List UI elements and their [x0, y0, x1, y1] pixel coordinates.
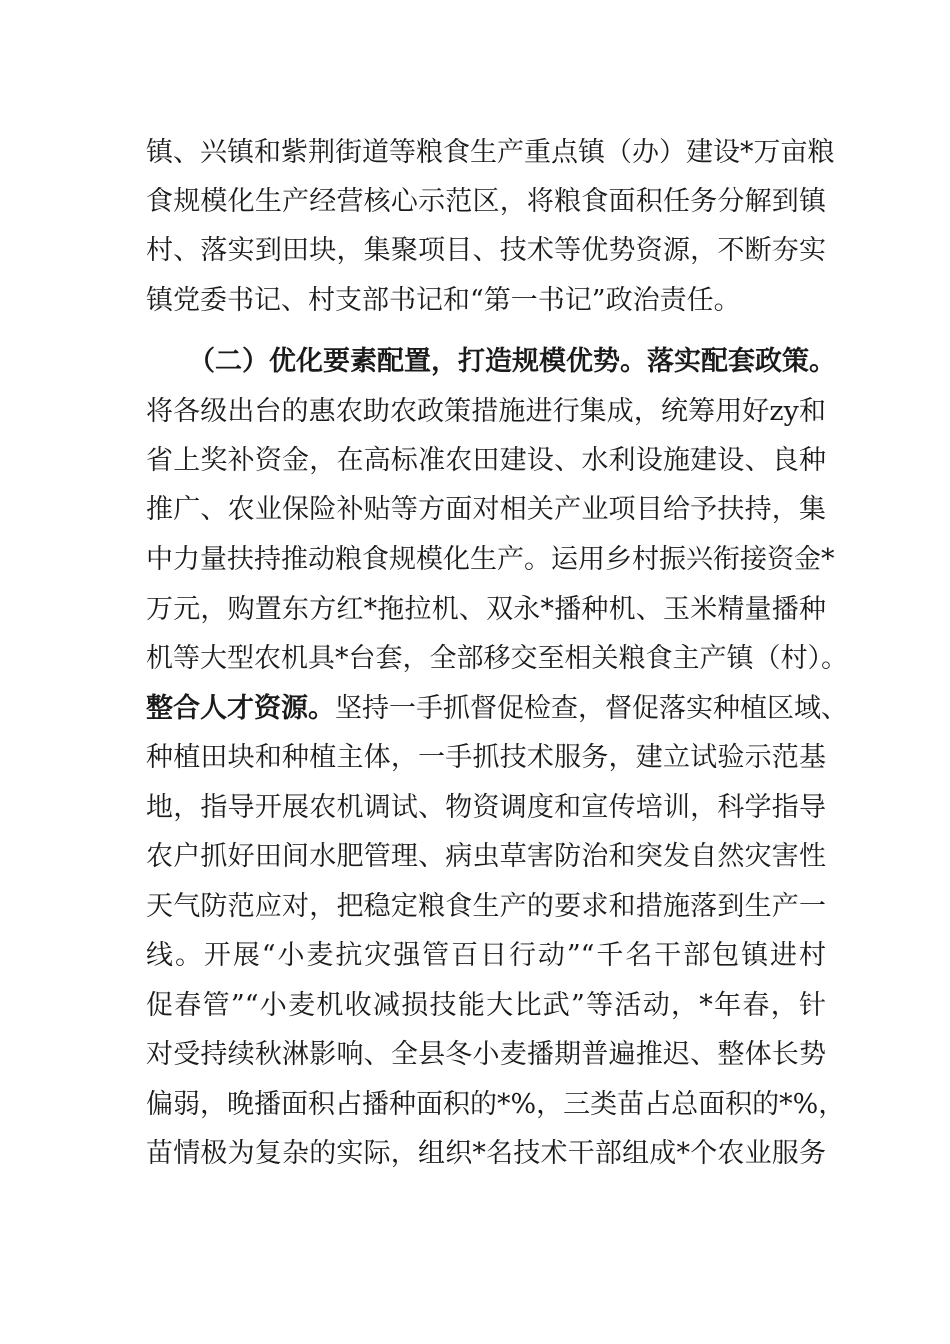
- text-line: 镇、兴镇和紫荆街道等粮食生产重点镇（办）建设*万亩粮: [146, 137, 835, 168]
- text-run: 坚持一手抓督促检查，督促落实种植区域、: [335, 693, 848, 724]
- text-line: 机等大型农机具*台套，全部移交至相关粮食主产镇（村）。: [146, 643, 848, 674]
- text-line: 线。开展“小麦抗灾强管百日行动”“千名干部包镇进村: [146, 940, 826, 971]
- text-line: 偏弱，晚播面积占播种面积的*%，三类苗占总面积的*%，: [146, 1089, 846, 1120]
- text-line: 万元，购置东方红*拖拉机、双永*播种机、玉米精量播种: [146, 594, 826, 625]
- subheading-line: [146, 689, 848, 729]
- text-line: 种植田块和种植主体，一手抓技术服务，建立试验示范基: [146, 742, 826, 773]
- text-line: 促春管”“小麦机收减损技能大比武”等活动，*年春，针: [146, 990, 826, 1021]
- text-line: 食规模化生产经营核心示范区，将粮食面积任务分解到镇: [146, 186, 826, 217]
- text-line: 中力量扶持推动粮食规模化生产。运用乡村振兴衔接资金*: [146, 544, 835, 575]
- text-line: 地，指导开展农机调试、物资调度和宣传培训，科学指导: [146, 792, 826, 823]
- text-line: 推广、农业保险补贴等方面对相关产业项目给予扶持，集: [146, 494, 826, 525]
- text-line: 镇党委书记、村支部书记和“第一书记”政治责任。: [146, 285, 741, 316]
- section-heading: （二）优化要素配置，打造规模优势。落实配套政策。: [188, 346, 836, 377]
- text-line: 苗情极为复杂的实际，组织*名技术干部组成*个农业服务: [146, 1138, 826, 1169]
- text-line: 天气防范应对，把稳定粮食生产的要求和措施落到生产一: [146, 891, 826, 922]
- text-line: 村、落实到田块，集聚项目、技术等优势资源，不断夯实: [146, 235, 826, 266]
- text-line: 农户抓好田间水肥管理、病虫草害防治和突发自然灾害性: [146, 841, 826, 872]
- text-line: 对受持续秋淋影响、全县冬小麦播期普遍推迟、整体长势: [146, 1039, 826, 1070]
- text-line: 省上奖补资金，在高标准农田建设、水利设施建设、良种: [146, 445, 826, 476]
- text-line: 将各级出台的惠农助农政策措施进行集成，统筹用好zy和: [146, 396, 826, 427]
- subheading-talent: 整合人才资源。: [146, 693, 335, 724]
